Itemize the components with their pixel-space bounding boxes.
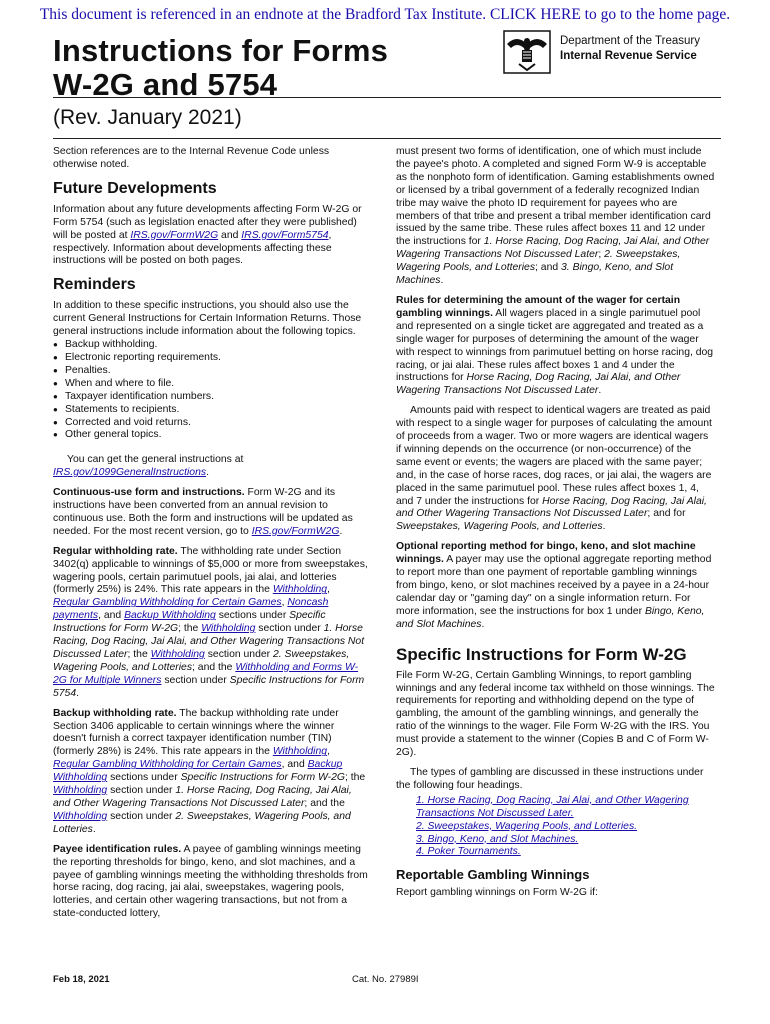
specific-instructions-paragraph: File Form W-2G, Certain Gambling Winnings, to report gambling winnings and any federal income tax withheld on those winnings. The requirements for reporting and withholding depend on the type of gambling, the amount of the gambling winnings, and generally the ratio of the winnings to the wager. File Form W-2G with the IRS. You must provide a statement to the winner (Copies B and C of Form W-2G). <box>396 669 715 759</box>
irs-eagle-logo-icon <box>503 30 551 74</box>
general-instructions-paragraph <box>53 454 369 480</box>
link-irs-form5754[interactable]: IRS.gov/Form5754 <box>241 229 329 241</box>
text: ; and the <box>304 797 345 809</box>
backup-withholding-paragraph <box>53 708 369 837</box>
text: ; and the <box>192 661 236 673</box>
link-backup-withholding[interactable]: Backup Withholding <box>124 610 216 622</box>
future-developments-paragraph <box>53 204 369 269</box>
link-withholding[interactable]: Withholding <box>53 810 108 822</box>
title-line-1: Instructions for Forms <box>53 33 389 68</box>
text: ; and <box>535 262 562 274</box>
text: section under <box>107 785 176 797</box>
list-item: ● When and where to file. <box>53 378 369 391</box>
intro-paragraph: Section references are to the Internal Revenue Code unless otherwise noted. <box>53 146 330 170</box>
identification-continued-paragraph <box>396 146 716 288</box>
italic-reference: Sweepstakes, Wagering Pools, and Lotteries <box>396 521 603 533</box>
text: . <box>92 823 96 835</box>
agency-irs: Internal Revenue Service <box>560 50 697 62</box>
endnote-banner-link[interactable]: This document is referenced in an endnote at the Bradford Tax Institute. CLICK HERE to go to the home page. <box>39 6 731 23</box>
wager-rules-paragraph <box>396 295 716 398</box>
revision-date: (Rev. January 2021) <box>53 106 242 129</box>
headings-link-list <box>416 795 716 860</box>
italic-reference: Horse Racing, Dog Racing, Jai Alai, and Other Wagering Transactions Not Discussed Later <box>396 495 707 520</box>
regular-withholding-paragraph <box>53 546 369 701</box>
reminders-intro: In addition to these specific instructions, you should also use the current General Instructions for Certain Information Returns. Those general instructions include information about the following topics. <box>53 300 362 338</box>
italic-reference: 1. Horse Racing, Dog Racing, Jai Alai, and Other Wagering Transactions Not Discussed Later <box>396 236 710 261</box>
text: section under <box>255 623 324 635</box>
text: ; the <box>127 649 151 660</box>
link-general-instructions[interactable]: IRS.gov/1099GeneralInstructions <box>53 467 207 479</box>
text: . <box>440 275 444 287</box>
text: Form W-2G and its instructions have been converted from an annual revision to continuous use. Both the form and instructions will be updated as needed. For the most recent version, go to <box>53 487 353 537</box>
text: . <box>76 687 80 699</box>
text: ; the <box>178 623 202 635</box>
text: ; and for <box>647 508 686 520</box>
italic-reference: 2. Sweepstakes, Wagering Pools, and Lotteries <box>396 249 681 274</box>
text: You can get the general instructions at <box>67 454 244 466</box>
link-irs-formw2g[interactable]: IRS.gov/FormW2G <box>130 229 219 241</box>
title-divider <box>53 97 721 98</box>
text: . <box>339 525 343 537</box>
italic-reference: Specific Instructions for Form W-2G <box>180 772 345 784</box>
text: section under <box>204 649 273 660</box>
reportable-winnings-heading: Reportable Gambling Winnings <box>396 867 590 883</box>
text: A payee of gambling winnings meeting the reporting thresholds for bingo, keno, and slot machines, and a payee of gambling winnings meeting the withholding thresholds from horse racing, dog racing, jai alai, sweepstakes, wagering pools, lotteries, and certain other wagering transactions, but not from a state-conducted lottery, <box>53 843 368 920</box>
payee-identification-paragraph <box>53 844 369 921</box>
text: All wagers placed in a single parimutuel pool and represented on a single ticket are aggregated and treated as a single wager for purposes of determining the amount of the wager with respect to winnings from parimutuel betting on horse racing, dog racing, or jai alai. These rules affect boxes 1 and 4 under the instructions for <box>396 307 714 384</box>
link-irs-formw2g[interactable]: IRS.gov/FormW2G <box>251 525 340 537</box>
italic-reference: 2. Sweepstakes, Wagering Pools, and Lotteries <box>53 649 350 673</box>
italic-reference: Specific Instructions for Form W-2G <box>53 610 326 635</box>
link-heading-poker[interactable]: 4. Poker Tournaments. <box>416 846 521 858</box>
text: , <box>327 584 330 596</box>
lead-heading: Optional reporting method for bingo, keno, and slot machine winnings. <box>396 541 696 566</box>
link-withholding[interactable]: Withholding <box>201 623 256 635</box>
link-heading-horse-racing[interactable]: 1. Horse Racing, Dog Racing, Jai Alai, and Other Wagering Transactions Not Discussed Later. <box>416 794 689 819</box>
reminders-heading: Reminders <box>53 276 136 294</box>
text: . <box>206 467 209 479</box>
text: . <box>602 521 606 533</box>
text: , respectively. Information about developments affecting these instructions will be posted on both pages. <box>53 229 332 267</box>
list-item: ● Electronic reporting requirements. <box>53 352 369 365</box>
lead-heading: Payee identification rules. <box>53 843 182 855</box>
text: The backup withholding rate under Section 3406 applicable to certain winnings where the winner doesn't furnish a correct taxpayer identification number (TIN) (formerly 28%) is 24%. This rate appears in the <box>53 707 339 758</box>
document-title <box>53 34 388 102</box>
agency-department: Department of the Treasury <box>560 35 700 47</box>
optional-reporting-paragraph <box>396 541 716 631</box>
text: Information about any future developments affecting Form W-2G or Form 5754 (such as legislation enacted after they were published) will be posted at <box>53 203 362 241</box>
list-item: ● Corrected and void returns. <box>53 417 369 430</box>
italic-reference: 1. Horse Racing, Dog Racing, Jai Alai, and Other Wagering Transactions Not Discussed Later <box>53 623 365 660</box>
reportable-winnings-paragraph: Report gambling winnings on Form W-2G if: <box>396 887 598 899</box>
italic-reference: Specific Instructions for Form 5754 <box>53 674 365 699</box>
right-column <box>396 146 716 907</box>
future-developments-heading: Future Developments <box>53 179 217 197</box>
text: sections under <box>215 610 290 622</box>
text: ; <box>598 249 605 261</box>
italic-reference: Bingo, Keno, and Slot Machines <box>396 605 705 630</box>
italic-reference: Horse Racing, Dog Racing, Jai Alai, and Other Wagering Transactions Not Discussed Later <box>396 372 681 397</box>
link-withholding[interactable]: Withholding <box>272 584 328 596</box>
text: sections under <box>107 772 181 784</box>
footer-date: Feb 18, 2021 <box>53 974 110 985</box>
revision-divider <box>53 138 721 139</box>
link-withholding[interactable]: Withholding <box>150 649 205 660</box>
specific-instructions-heading: Specific Instructions for Form W-2G <box>396 644 687 664</box>
agency-name <box>560 34 700 64</box>
left-column <box>53 146 369 928</box>
text: , and <box>281 759 308 771</box>
title-line-2: W-2G and 5754 <box>53 67 278 102</box>
link-regular-gambling-withholding[interactable]: Regular Gambling Withholding for Certain Games <box>53 759 282 771</box>
link-heading-sweepstakes[interactable]: 2. Sweepstakes, Wagering Pools, and Lotteries. <box>416 820 638 832</box>
link-withholding[interactable]: Withholding <box>272 746 328 758</box>
list-item: ● Backup withholding. <box>53 339 369 352</box>
text: A payer may use the optional aggregate reporting method to report more than one payment of reportable gambling winnings from bingo, keno, or slot machines received by a payee in a 24-hour calendar day or "gaming day" on a single information return. For more information, see the instructions for box 1 under <box>396 554 712 617</box>
text: , and <box>98 610 125 622</box>
italic-reference: 1. Horse Racing, Dog Racing, Jai Alai, and Other Wagering Transactions Not Discussed Later <box>53 785 352 809</box>
gambling-types-paragraph: The types of gambling are discussed in these instructions under the following four headings. <box>396 766 704 791</box>
footer-catalog-number: Cat. No. 27989I <box>352 974 419 985</box>
list-item: ● Taxpayer identification numbers. <box>53 391 369 404</box>
text: The withholding rate under Section 3402(q) applicable to winnings of $5,000 or more from sweepstakes, wagering pools, certain parimutuel pools, jai alai, and lotteries (formerly 25%) is 24%. This rate appears in the <box>53 545 368 596</box>
link-heading-bingo[interactable]: 3. Bingo, Keno, and Slot Machines. <box>416 833 579 845</box>
link-withholding[interactable]: Withholding <box>53 785 108 797</box>
text: must present two forms of identification, one of which must include the payee's photo. A completed and signed Form W-9 is acceptable as the nonphoto form of identification. Gaming establishments owned or licensed by a tribal government of a federally recognized Indian tribe may waive the photo ID requirement for payees who are members of that tribe and present a tribal member identification card issued by the same tribe. These rules affect boxes 11 and 12 under the instructions for <box>396 146 715 248</box>
link-noncash-payments[interactable]: Noncash payments <box>53 597 329 622</box>
text: section under <box>107 810 176 822</box>
lead-heading: Continuous-use form and instructions. <box>53 487 245 499</box>
link-multiple-winners[interactable]: Withholding and Forms W-2G for Multiple Winners <box>53 661 359 686</box>
text: section under <box>161 674 230 686</box>
topics-list <box>53 339 369 442</box>
lead-heading: Regular withholding rate. <box>53 545 178 557</box>
identical-wagers-paragraph <box>396 405 716 534</box>
link-regular-gambling-withholding[interactable]: Regular Gambling Withholding for Certain Games <box>53 597 282 609</box>
list-item: ● Penalties. <box>53 365 369 378</box>
italic-reference: 3. Bingo, Keno, and Slot Machines <box>396 262 674 287</box>
text: , <box>281 597 288 609</box>
text: , <box>327 746 330 758</box>
text: . <box>481 618 485 630</box>
text: and <box>218 229 242 241</box>
text: Amounts paid with respect to identical wagers are treated as paid with respect to a single wager for purposes of calculating the amount of proceeds from a wager. Two or more wagers are identical wagers if winning depends on the occurrence (or non-occurrence) of the same event or events; the wagers are placed with the same payer; and, in the case of horse races, dog races, or jai alai, the wagers are placed in the same parimutuel pool. These rules affect boxes 1, 4, and 7 under the instructions for <box>396 405 712 507</box>
link-backup-withholding[interactable]: Backup Withholding <box>53 759 343 784</box>
italic-reference: 2. Sweepstakes, Wagering Pools, and Lotteries <box>53 810 351 835</box>
lead-heading: Rules for determining the amount of the wager for certain gambling winnings. <box>396 294 681 319</box>
text: ; the <box>344 772 366 784</box>
continuous-use-paragraph <box>53 487 369 539</box>
lead-heading: Backup withholding rate. <box>53 707 177 719</box>
list-item: ● Other general topics. <box>53 429 369 442</box>
text: . <box>598 385 602 397</box>
list-item: ● Statements to recipients. <box>53 404 369 417</box>
